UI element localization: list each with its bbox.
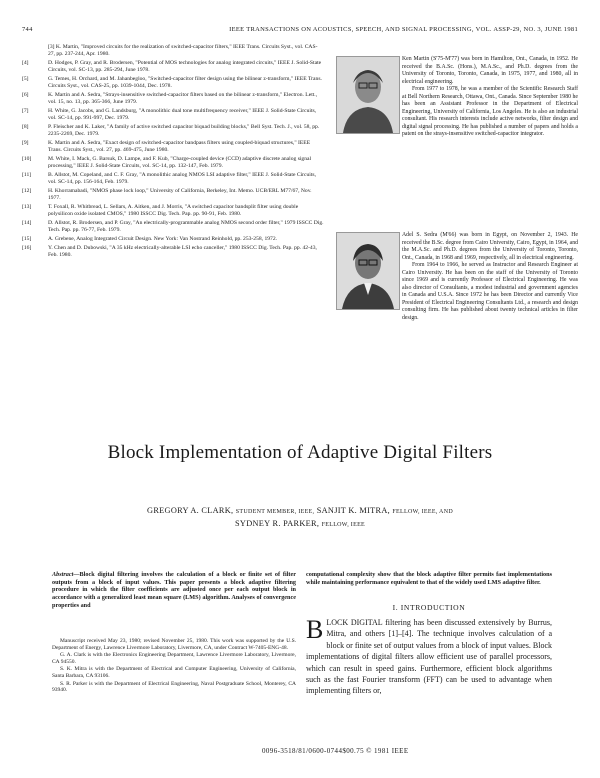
note: S. R. Parker is with the Department of Electrical Engineering, Naval Postgraduate School, Monterey, CA 93940. <box>52 680 296 694</box>
reference-item: [10] M. White, I. Mack, G. Barsuk, D. Lampe, and F. Kub, "Charge-coupled device (CCD) adaptive discrete analog signal processing," IEEE J. Solid-State Circuits, vol. SC-14, pp. 132-147, Feb. 1979. <box>22 156 312 170</box>
reference-item: [14] D. Allstot, R. Brodersen, and P. Gray, "An electrically-programmable analog NMOS second order filter," 1979 ISSCC Dig. Tech. Pap. pp. 76-77, Feb. 1979. <box>22 220 324 234</box>
introduction-text: BLOCK DIGITAL filtering has been discussed extensively by Burrus, Mitra, and others [1]–[4]. The technique involves calculation of a block or finite set of output values from a block of input values. Block implementations of digital filters allow efficient use of parallel processors, which can result in speed gains. Furthermore, efficient block algorithms such as the fast Fourier transform (FFT) can be used to advantage when implementing filters or, <box>306 615 552 696</box>
bio-martin <box>402 56 578 139</box>
author-line <box>40 505 560 531</box>
note: Manuscript received May 23, 1980; revised November 25, 1980. This work was supported by the U.S. Department of Energy, Lawrence Livermore Laboratory, Livermore, CA, under Contract W-7405-ENG-48. <box>52 638 296 651</box>
bio-paragraph: Ken Martin (S'75-M'77) was born in Hamilton, Ont., Canada, in 1952. He received the B.A.Sc. (Hons.), M.A.Sc., and Ph.D. degrees from the University of Toronto, Toronto, Canada, in 1975, 1977, and 1980, all in electrical engineering. <box>402 56 578 85</box>
journal-line: IEEE TRANSACTIONS ON ACOUSTICS, SPEECH, AND SIGNAL PROCESSING, VOL. ASSP-29, NO. 3, JUNE 1981 <box>229 26 578 33</box>
reference-item: [13] T. Foxall, R. Whitbread, L. Sellars, A. Aitken, and J. Morris, "A switched capacitor bandsplit filter using double polysilicon oxide isolated CMOS," 1980 ISSCC Dig. Tech. Pap. pp. 90-91, Feb. 1980. <box>22 204 299 218</box>
author-photo-sedra <box>336 232 400 310</box>
author-role: STUDENT MEMBER, IEEE, <box>235 509 315 515</box>
note: S. K. Mitra is with the Department of Electrical and Computer Engineering, University of California, Santa Barbara, CA 93106. <box>52 666 296 680</box>
author-photo-martin <box>336 56 400 134</box>
author-name: SANJIT K. MITRA, <box>316 506 391 515</box>
page-number: 744 <box>22 26 33 33</box>
drop-cap: B <box>306 615 324 644</box>
reference-item: [6] K. Martin and A. Sedra, "Strays-insensitive switched-capacitor filters based on the bilinear z-transform," Electron. Lett., vol. 15, no. 13, pp. 365-366, June 1979. <box>22 92 318 106</box>
reference-list <box>22 44 324 261</box>
article-title: Block Implementation of Adaptive Digital Filters <box>107 442 493 463</box>
abstract-continued: computational complexity show that the block adaptive filter permits fast implementations while maintaining performance equivalent to that of the widely used LMS adaptive filter. <box>306 571 552 586</box>
bio-paragraph: Adel S. Sedra (M'66) was born in Egypt, on November 2, 1943. He received the B.Sc. degree from Cairo University, Cairo, Egypt, in 1964, and the M.A.Sc. and Ph.D. degrees from the University of Toronto, Toronto, Ont., Canada, in 1968 and 1969, respectively, all in electrical engineering. <box>402 232 578 261</box>
reference-item: [3] K. Martin, "Improved circuits for the realization of switched-capacitor filters," IEEE Trans. Circuits Syst., vol. CAS-27, pp. 237-244, Apr. 1980. <box>48 44 318 58</box>
section-heading: I. INTRODUCTION <box>392 603 466 612</box>
abstract-text: Block digital filtering involves the calculation of a block or finite set of filter outputs from a block of input values. This paper presents a block adaptive filtering procedure in which the filter coefficients are adjusted once per each output block in accordance with a generalized least mean square (LMS) algorithm. Analyses of convergence properties and <box>52 571 296 609</box>
abstract-label: Abstract— <box>52 571 80 578</box>
reference-item: [11] B. Allstot, M. Copeland, and C. F. Gray, "A monolithic analog NMOS LSI adaptive filter," IEEE J. Solid-State Circuits, vol. SC-14, pp. 156-164, Feb. 1979. <box>22 172 316 186</box>
bio-sedra <box>402 232 578 322</box>
reference-item: [16] Y. Chen and D. Dubowski, "A 35 kHz electrically-alterable LSI echo canceller," 1980 ISSCC Dig. Tech. Pap. pp. 42-43, Feb. 1980. <box>22 244 317 258</box>
note: G. A. Clark is with the Electronics Engineering Department, Lawrence Livermore Laboratory, Livermore, CA 94550. <box>52 652 296 665</box>
author-role: FELLOW, IEEE <box>321 522 365 528</box>
copyright-footer: 0096-3518/81/0600-0744$00.75 © 1981 IEEE <box>262 747 409 755</box>
abstract <box>52 571 296 610</box>
reference-item: [15] A. Grebene, Analog Integrated Circuit Design. New York: Van Nostrand Reinhold, pp. 253-258, 1972. <box>22 236 278 242</box>
author-name: SYDNEY R. PARKER, <box>235 519 320 528</box>
manuscript-notes <box>52 638 296 695</box>
reference-item: [7] H. White, G. Jacobs, and G. Landsburg, "A monolithic dual tone multifrequency receiver," IEEE J. Solid-State Circuits, vol. SC-14, pp. 991-997, Dec. 1979. <box>22 108 317 122</box>
reference-item: [12] H. Khorramabadi, "NMOS phase lock loop," University of California, Berkeley, Int. Memo. UCB/ERL M77/67, Nov. 1977. <box>22 188 312 202</box>
author-role: FELLOW, IEEE, AND <box>392 509 453 515</box>
reference-item: [9] K. Martin and A. Sedra, "Exact design of switched-capacitor bandpass filters using coupled-biquad structures," IEEE Trans. Circuits Syst., vol. 27, pp. 469-475, June 1980. <box>22 140 311 154</box>
author-name: GREGORY A. CLARK, <box>147 506 234 515</box>
bio-paragraph: From 1977 to 1978, he was a member of the Scientific Research Staff at Bell Northern Research, Ottawa, Ont., Canada. Since September 1980 he has been an Assistant Professor in the Department of Electrical Engineering, University of California, Los Angeles. He is also an industrial consultant. His research interests include active networks, filter design and digital signal processing. He has published a number of papers and holds a patent on the strays-insensitive switched-capacitor integrator. <box>402 86 578 137</box>
bio-paragraph: From 1964 to 1966, he served as Instructor and Research Engineer at Cairo University. He has been on the staff of the University of Toronto since 1969 and is currently Professor of Electrical Engineering. He was also director of Consultants, a modest industrial and government agencies in Canada and U.S.A. Since 1972 he has been Director and currently Vice President of Electrical Engineering Consultants Ltd., a research and design consulting firm. He has published about twenty technical articles in filter design. <box>402 262 578 321</box>
reference-item: [4] D. Hodges, P. Gray, and R. Brodersen, "Potential of MOS technologies for analog integrated circuits," IEEE J. Solid-State Circuits, vol. SC-13, pp. 285-294, June 1978. <box>22 60 322 74</box>
reference-item: [8] P. Fleischer and K. Laker, "A family of active switched capacitor biquad building blocks," Bell Syst. Tech. J., vol. 58, pp. 2235-2269, Dec. 1979. <box>22 124 320 138</box>
reference-item: [5] G. Temes, H. Orchard, and M. Jahanbegloo, "Switched-capacitor filter design using the bilinear z-transform," IEEE Trans. Circuits Syst., vol. CAS-25, pp. 1039-1044, Dec. 1978. <box>22 76 322 90</box>
